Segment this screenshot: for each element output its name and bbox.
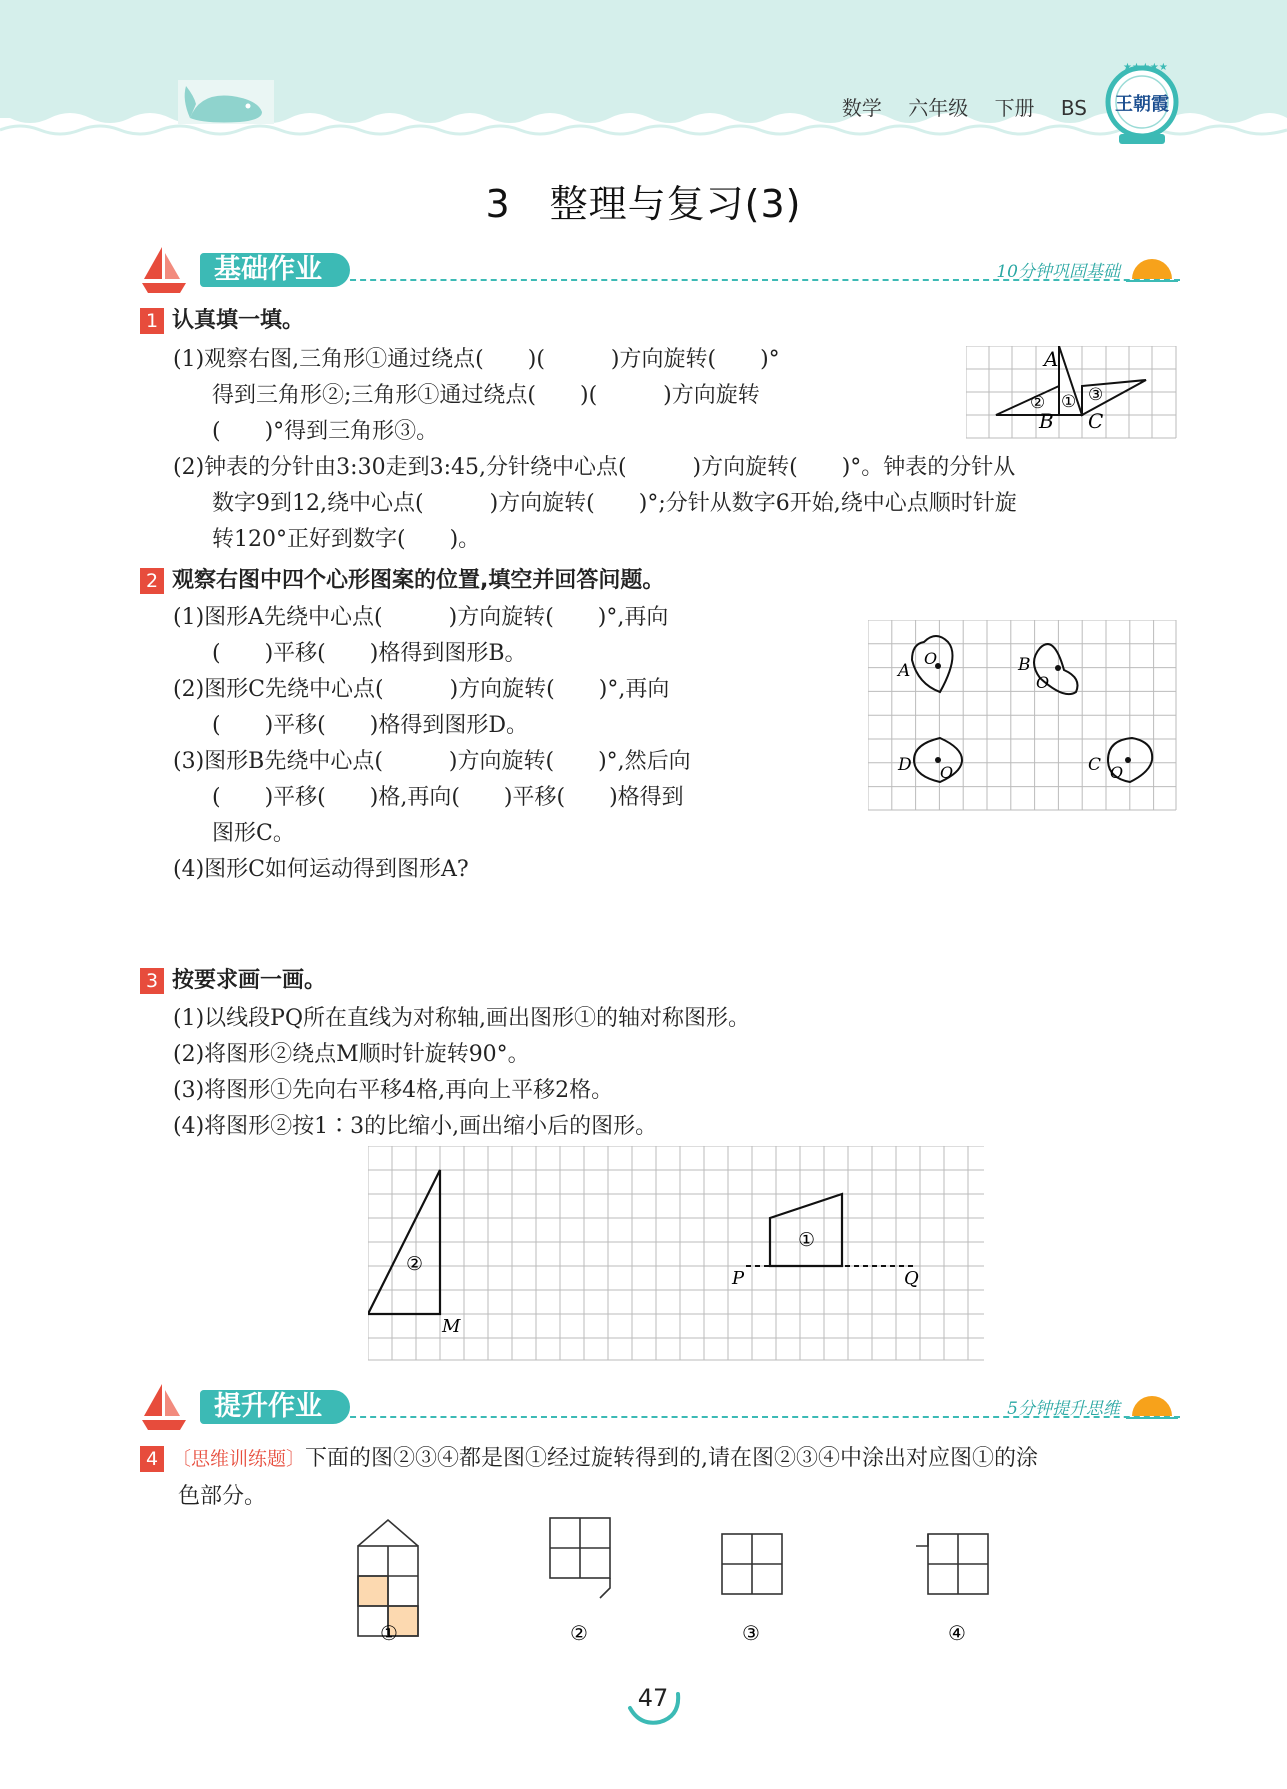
q1-line-3: ( )°得到三角形③。 [212, 419, 439, 444]
sailboat-icon [140, 1382, 188, 1432]
q2-heading [140, 563, 664, 594]
q1-line-1: (1)观察右图,三角形①通过绕点( )( )方向旋转( )° [173, 347, 780, 372]
q2-line-7: 图形C。 [212, 821, 295, 846]
q3-line-2: (2)将图形②绕点M顺时针旋转90°。 [173, 1042, 530, 1067]
q2-label-d: D [898, 755, 912, 775]
volume-label: 下册 [994, 96, 1035, 120]
brand-text: 王朝霞 [1115, 94, 1169, 115]
q1-label-c: C [1088, 409, 1104, 433]
q3-label-q: Q [904, 1268, 919, 1289]
brand-logo-icon [1103, 58, 1181, 148]
edition-label: BS [1060, 96, 1087, 120]
q2-line-5: (3)图形B先绕中心点( )方向旋转( )°,然后向 [173, 749, 691, 774]
q2-line-4: ( )平移( )格得到图形D。 [212, 713, 528, 738]
q4-figure-4 [916, 1534, 988, 1594]
grade-label: 六年级 [908, 96, 969, 120]
sailboat-icon [140, 245, 188, 295]
q1-line-2: 得到三角形②;三角形①通过绕点( )( )方向旋转 [212, 383, 760, 408]
q4-line-1: 下面的图②③④都是图①经过旋转得到的,请在图②③④中涂出对应图①的涂 [305, 1446, 1039, 1471]
section-banner-basic [140, 245, 1180, 297]
q4-caption-2: ② [570, 1621, 588, 1645]
q1-label-a: A [1044, 347, 1059, 371]
q2-label-o-c: O [1110, 763, 1124, 782]
page-title: 3 整理与复习(3) [485, 182, 802, 226]
q2-line-3: (2)图形C先绕中心点( )方向旋转( )°,再向 [173, 677, 670, 702]
q3-heading [140, 963, 326, 994]
q1-line-6: 转120°正好到数字( )。 [212, 527, 481, 552]
q4-number: 4 [140, 1446, 164, 1472]
q2-line-1: (1)图形A先绕中心点( )方向旋转( )°,再向 [173, 605, 669, 630]
q2-heart-grid-figure [868, 620, 1178, 812]
q3-line-3: (3)将图形①先向右平移4格,再向上平移2格。 [173, 1078, 614, 1103]
q3-shape-2-label: ② [406, 1253, 424, 1275]
q2-title: 观察右图中四个心形图案的位置,填空并回答问题。 [172, 568, 665, 593]
q4-figures [350, 1512, 1010, 1652]
subject-label: 数学 [841, 96, 882, 120]
q2-line-2: ( )平移( )格得到图形B。 [212, 641, 527, 666]
q4-figure-3 [722, 1534, 782, 1594]
sunrise-icon [1124, 1382, 1180, 1422]
q1-heading [140, 303, 304, 334]
section-label-basic: 基础作业 [200, 253, 350, 287]
q4-figure-1 [358, 1520, 418, 1636]
q1-shape-3-label: ③ [1088, 385, 1104, 405]
q4-caption-3: ③ [742, 1621, 760, 1645]
section-tag-basic: 10分钟巩固基础 [996, 262, 1120, 282]
q2-label-b: B [1018, 655, 1031, 675]
section-tag-advanced: 5分钟提升思维 [1007, 1399, 1120, 1419]
header-wave-background [0, 0, 1287, 150]
q3-shape-1-label: ① [798, 1229, 816, 1251]
q3-label-m: M [442, 1316, 461, 1337]
q2-line-6: ( )平移( )格,再向( )平移( )格得到 [212, 785, 684, 810]
book-info [822, 92, 1087, 121]
q3-drawing-grid [368, 1146, 986, 1362]
whale-icon [178, 80, 274, 124]
q1-line-5: 数字9到12,绕中心点( )方向旋转( )°;分针从数字6开始,绕中心点顺时针旋 [212, 491, 1017, 516]
q3-number: 3 [140, 968, 164, 994]
svg-text:★★★★★: ★★★★★ [1123, 62, 1168, 73]
q4-tag: 〔思维训练题〕 [172, 1448, 306, 1470]
q2-label-o-d: O [940, 763, 954, 782]
q1-shape-2-label: ② [1030, 393, 1046, 413]
q3-label-p: P [732, 1268, 745, 1289]
q3-line-1: (1)以线段PQ所在直线为对称轴,画出图形①的轴对称图形。 [173, 1006, 750, 1031]
q4-heading [140, 1441, 1038, 1472]
q1-line-4: (2)钟表的分针由3:30走到3:45,分针绕中心点( )方向旋转( )°。钟表的分针从 [173, 455, 1016, 480]
q3-line-4: (4)将图形②按1∶3的比缩小,画出缩小后的图形。 [173, 1114, 658, 1139]
q2-label-o-a: O [924, 649, 938, 668]
page-header [0, 0, 1287, 150]
q1-shape-1-label: ① [1061, 392, 1077, 412]
q4-caption-4: ④ [948, 1621, 966, 1645]
q1-title: 认真填一填。 [172, 308, 305, 333]
q1-label-b: B [1039, 409, 1054, 433]
q1-number: 1 [140, 308, 164, 334]
q2-label-c: C [1088, 755, 1102, 775]
page-number: 47 [637, 1684, 669, 1712]
q4-caption-1: ① [380, 1621, 398, 1645]
q1-triangle-figure [966, 346, 1178, 440]
section-label-advanced: 提升作业 [200, 1390, 350, 1424]
q2-line-8: (4)图形C如何运动得到图形A? [173, 857, 469, 882]
q2-label-o-b: O [1036, 673, 1050, 692]
section-banner-advanced [140, 1382, 1180, 1434]
q4-figure-2 [550, 1518, 610, 1598]
q3-title: 按要求画一画。 [172, 968, 327, 993]
q2-number: 2 [140, 568, 164, 594]
sunrise-icon [1124, 245, 1180, 285]
q4-line-2: 色部分。 [178, 1484, 267, 1509]
q2-label-a: A [898, 661, 911, 681]
